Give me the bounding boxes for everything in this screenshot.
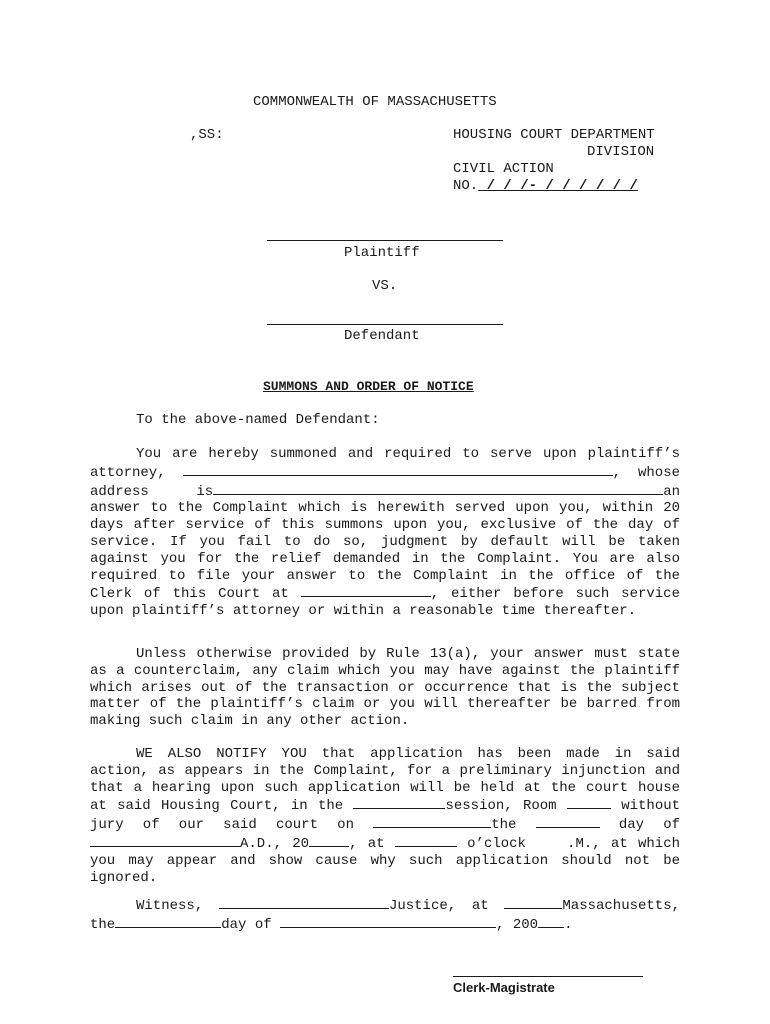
paragraph-counterclaim: Unless otherwise provided by Rule 13(a), your answer must state as a counterclaim, any claim which you may have against the plaintiff which arises out of the transaction or occurrence that is the subject matter of the plaintiff’s claim or you will thereafter be barred from making such claim in any other action.	[90, 646, 680, 730]
case-number-value: / / /- / / / / / /	[478, 178, 638, 194]
civil-action-label: CIVIL ACTION	[453, 161, 554, 177]
hearing-date-blank	[373, 815, 491, 828]
ss-label: ,SS:	[190, 127, 224, 143]
room-blank	[567, 796, 611, 809]
paragraph-injunction-notice: WE ALSO NOTIFY YOU that application has been made in said action, as appears in the Complaint, for a preliminary injunction and that a hearing upon such application will be held at the court house at said Housing Court, in the session, Room without jury of our said court on the day of A.D., 20 , at o’clock .M., at which you may appear and show cause why such application should not be ignored.	[90, 746, 681, 886]
defendant-label: Defendant	[344, 328, 420, 344]
witness-clause: Witness, Justice, at Massachusetts, the day of , 200 .	[90, 898, 681, 933]
witness-day-blank	[115, 915, 221, 928]
witness-year-blank	[538, 915, 564, 928]
case-number	[453, 178, 638, 195]
clerk-magistrate-label: Clerk-Magistrate	[453, 980, 555, 995]
case-number-label: NO.	[453, 178, 479, 194]
hearing-day-blank	[536, 815, 600, 828]
clerk-location-blank	[301, 584, 431, 597]
court-department: HOUSING COURT DEPARTMENT	[453, 127, 655, 143]
versus-label: VS.	[372, 278, 398, 294]
signature-line	[453, 976, 643, 977]
salutation: To the above-named Defendant:	[136, 412, 380, 428]
witness-month-blank	[280, 915, 496, 928]
attorney-address-blank	[213, 482, 663, 495]
paragraph-summons: You are hereby summoned and required to serve upon plaintiff’s attorney, , whose address is an answer to the Complaint which is herewith served upon you, within 20 days after service of this summons upon you, exclusive of the day of service. If you fail to do so, judgment by default will be taken against you for the relief demanded in the Complaint. You are also required to file your answer to the Complaint in the office of the Clerk of this Court at , either before such service upon plaintiff’s attorney or within a reasonable time thereafter.	[90, 446, 680, 620]
commonwealth-heading: COMMONWEALTH OF MASSACHUSETTS	[253, 94, 497, 110]
division-label: DIVISION	[587, 144, 655, 160]
hearing-year-blank	[309, 834, 349, 847]
plaintiff-name-line	[267, 240, 503, 241]
defendant-name-line	[267, 324, 503, 325]
hearing-month-blank	[90, 834, 240, 847]
attorney-name-blank	[183, 463, 613, 476]
witness-city-blank	[504, 896, 562, 909]
plaintiff-label: Plaintiff	[344, 245, 420, 261]
hearing-hour-blank	[395, 834, 457, 847]
justice-name-blank	[219, 896, 389, 909]
session-blank	[353, 796, 445, 809]
document-title: SUMMONS AND ORDER OF NOTICE	[263, 379, 474, 394]
